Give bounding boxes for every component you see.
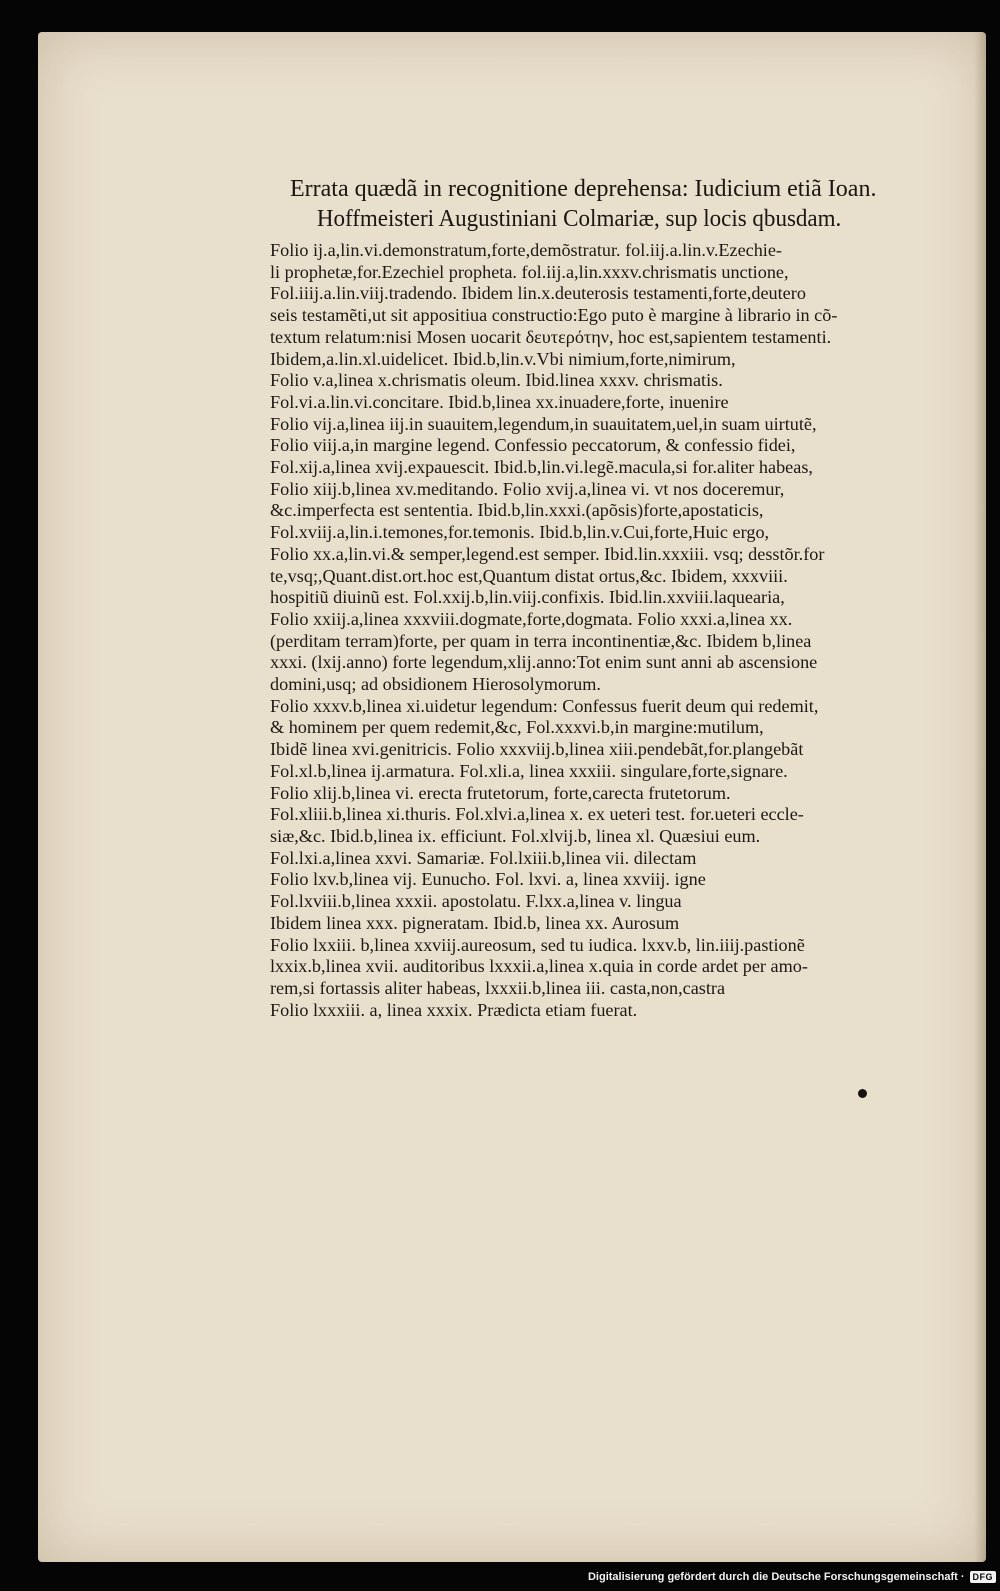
errata-line: Folio xx.a,lin.vi.& semper,legend.est semper. Ibid.lin.xxxiii. vsq; desstõr.for [270,543,825,564]
errata-line: Folio xxiij.a,linea xxxviii.dogmate,forte,dogmata. Folio xxxi.a,linea xx. [270,608,793,629]
errata-line: xxxi. (lxij.anno) forte legendum,xlij.anno:Tot enim sunt anni ab ascensione [270,652,818,673]
errata-text [270,240,970,1021]
page-edge [974,32,986,1562]
footer-credit [588,1568,996,1586]
errata-line: li prophetæ,for.Ezechiel propheta. fol.iij.a,lin.xxxv.chrismatis unctione, [270,261,789,282]
errata-line: Ibidem linea xxx. pigneratam. Ibid.b, linea xx. Aurosum [270,912,680,933]
errata-line: Folio viij.a,in margine legend. Confessio peccatorum, & confessio fidei, [270,435,796,456]
errata-line: Fol.xij.a,linea xvij.expauescit. Ibid.b,lin.vi.legẽ.macula,si for.aliter habeas, [270,457,813,478]
errata-line: Fol.iiij.a.lin.viij.tradendo. Ibidem lin.x.deuterosis testamenti,forte,deutero [270,283,806,304]
heading-line-1: Errata quædã in recognitione deprehensa: Iudicium etiã Ioan. [290,176,877,202]
errata-line: hospitiũ diuinũ est. Fol.xxij.b,lin.viij.confixis. Ibid.lin.xxviii.laquearia, [270,587,785,608]
errata-line: &c.imperfecta est sententia. Ibid.b,lin.xxxi.(apõsis)forte,apostaticis, [270,500,764,521]
errata-line: (perditam terram)forte, per quam in terra incontinentiæ,&c. Ibidem b,linea [270,630,812,651]
errata-line: Folio v.a,linea x.chrismatis oleum. Ibid.linea xxxv. chrismatis. [270,370,723,391]
ink-dot [858,1089,867,1098]
errata-line: siæ,&c. Ibid.b,linea ix. efficiunt. Fol.xlvij.b, linea xl. Quæsiui eum. [270,825,761,846]
errata-line: Folio xiij.b,linea xv.meditando. Folio xvij.a,linea vi. vt nos doceremur, [270,478,785,499]
errata-line: Folio lxxiii. b,linea xxviij.aureosum, sed tu iudica. lxxv.b, lin.iiij.pastionẽ [270,934,805,955]
errata-line: te,vsq;,Quant.dist.ort.hoc est,Quantum distat ortus,&c. Ibidem, xxxviii. [270,565,788,586]
errata-line: Ibidem,a.lin.xl.uidelicet. Ibid.b,lin.v.Vbi nimium,forte,nimirum, [270,348,736,369]
errata-line: Fol.vi.a.lin.vi.concitare. Ibid.b,linea xx.inuadere,forte, inuenire [270,391,729,412]
errata-line: Fol.xl.b,linea ij.armatura. Fol.xli.a, linea xxxiii. singulare,forte,signare. [270,760,788,781]
errata-line: Fol.lxviii.b,linea xxxii. apostolatu. F.lxx.a,linea v. lingua [270,891,682,912]
errata-line: Folio lxxxiii. a, linea xxxix. Prædicta etiam fuerat. [270,999,638,1020]
errata-line: Fol.xliii.b,linea xi.thuris. Fol.xlvi.a,linea x. ex ueteri test. for.ueteri eccle- [270,804,804,825]
errata-line: Fol.xviij.a,lin.i.temones,for.temonis. Ibid.b,lin.v.Cui,forte,Huic ergo, [270,522,770,543]
errata-line: lxxix.b,linea xvii. auditoribus lxxxii.a,linea x.quia in corde ardet per amo- [270,956,808,977]
errata-line: textum relatum:nisi Mosen uocarit δευτερότην, hoc est,sapientem testamenti. [270,326,832,347]
heading-line-2: Hoffmeisteri Augustiniani Colmariæ, sup locis qbusdam. [316,206,842,232]
errata-line: rem,si fortassis aliter habeas, lxxxii.b,linea iii. casta,non,castra [270,977,726,998]
errata-line: Folio ij.a,lin.vi.demonstratum,forte,demõstratur. fol.iij.a.lin.v.Ezechie- [270,240,782,260]
errata-line: Ibidẽ linea xvi.genitricis. Folio xxxviij.b,linea xiii.pendebãt,for.plangebãt [270,739,804,760]
errata-line: & hominem per quem redemit,&c, Fol.xxxvi.b,in margine:mutilum, [270,717,764,738]
errata-line: domini,usq; ad obsidionem Hierosolymorum. [270,674,601,695]
errata-line: Folio xxxv.b,linea xi.uidetur legendum: Confessus fuerit deum qui redemit, [270,695,819,716]
dfg-logo: DFG [970,1571,997,1583]
errata-line: Folio xlij.b,linea vi. erecta frutetorum, forte,carecta frutetorum. [270,782,731,803]
page-heading [290,174,970,234]
errata-line: Folio lxv.b,linea vij. Eunucho. Fol. lxvi. a, linea xxviij. igne [270,869,706,890]
errata-line: Folio vij.a,linea iij.in suauitem,legendum,in suauitatem,uel,in suam uirtutẽ, [270,413,817,434]
footer-credit-text: Digitalisierung gefördert durch die Deutsche Forschungsgemeinschaft · [587,1571,965,1583]
errata-line: seis testamẽti,ut sit appositiua constructio:Ego puto è margine à librario in cõ- [270,305,838,326]
errata-line: Fol.lxi.a,linea xxvi. Samariæ. Fol.lxiii.b,linea vii. dilectam [270,847,697,868]
